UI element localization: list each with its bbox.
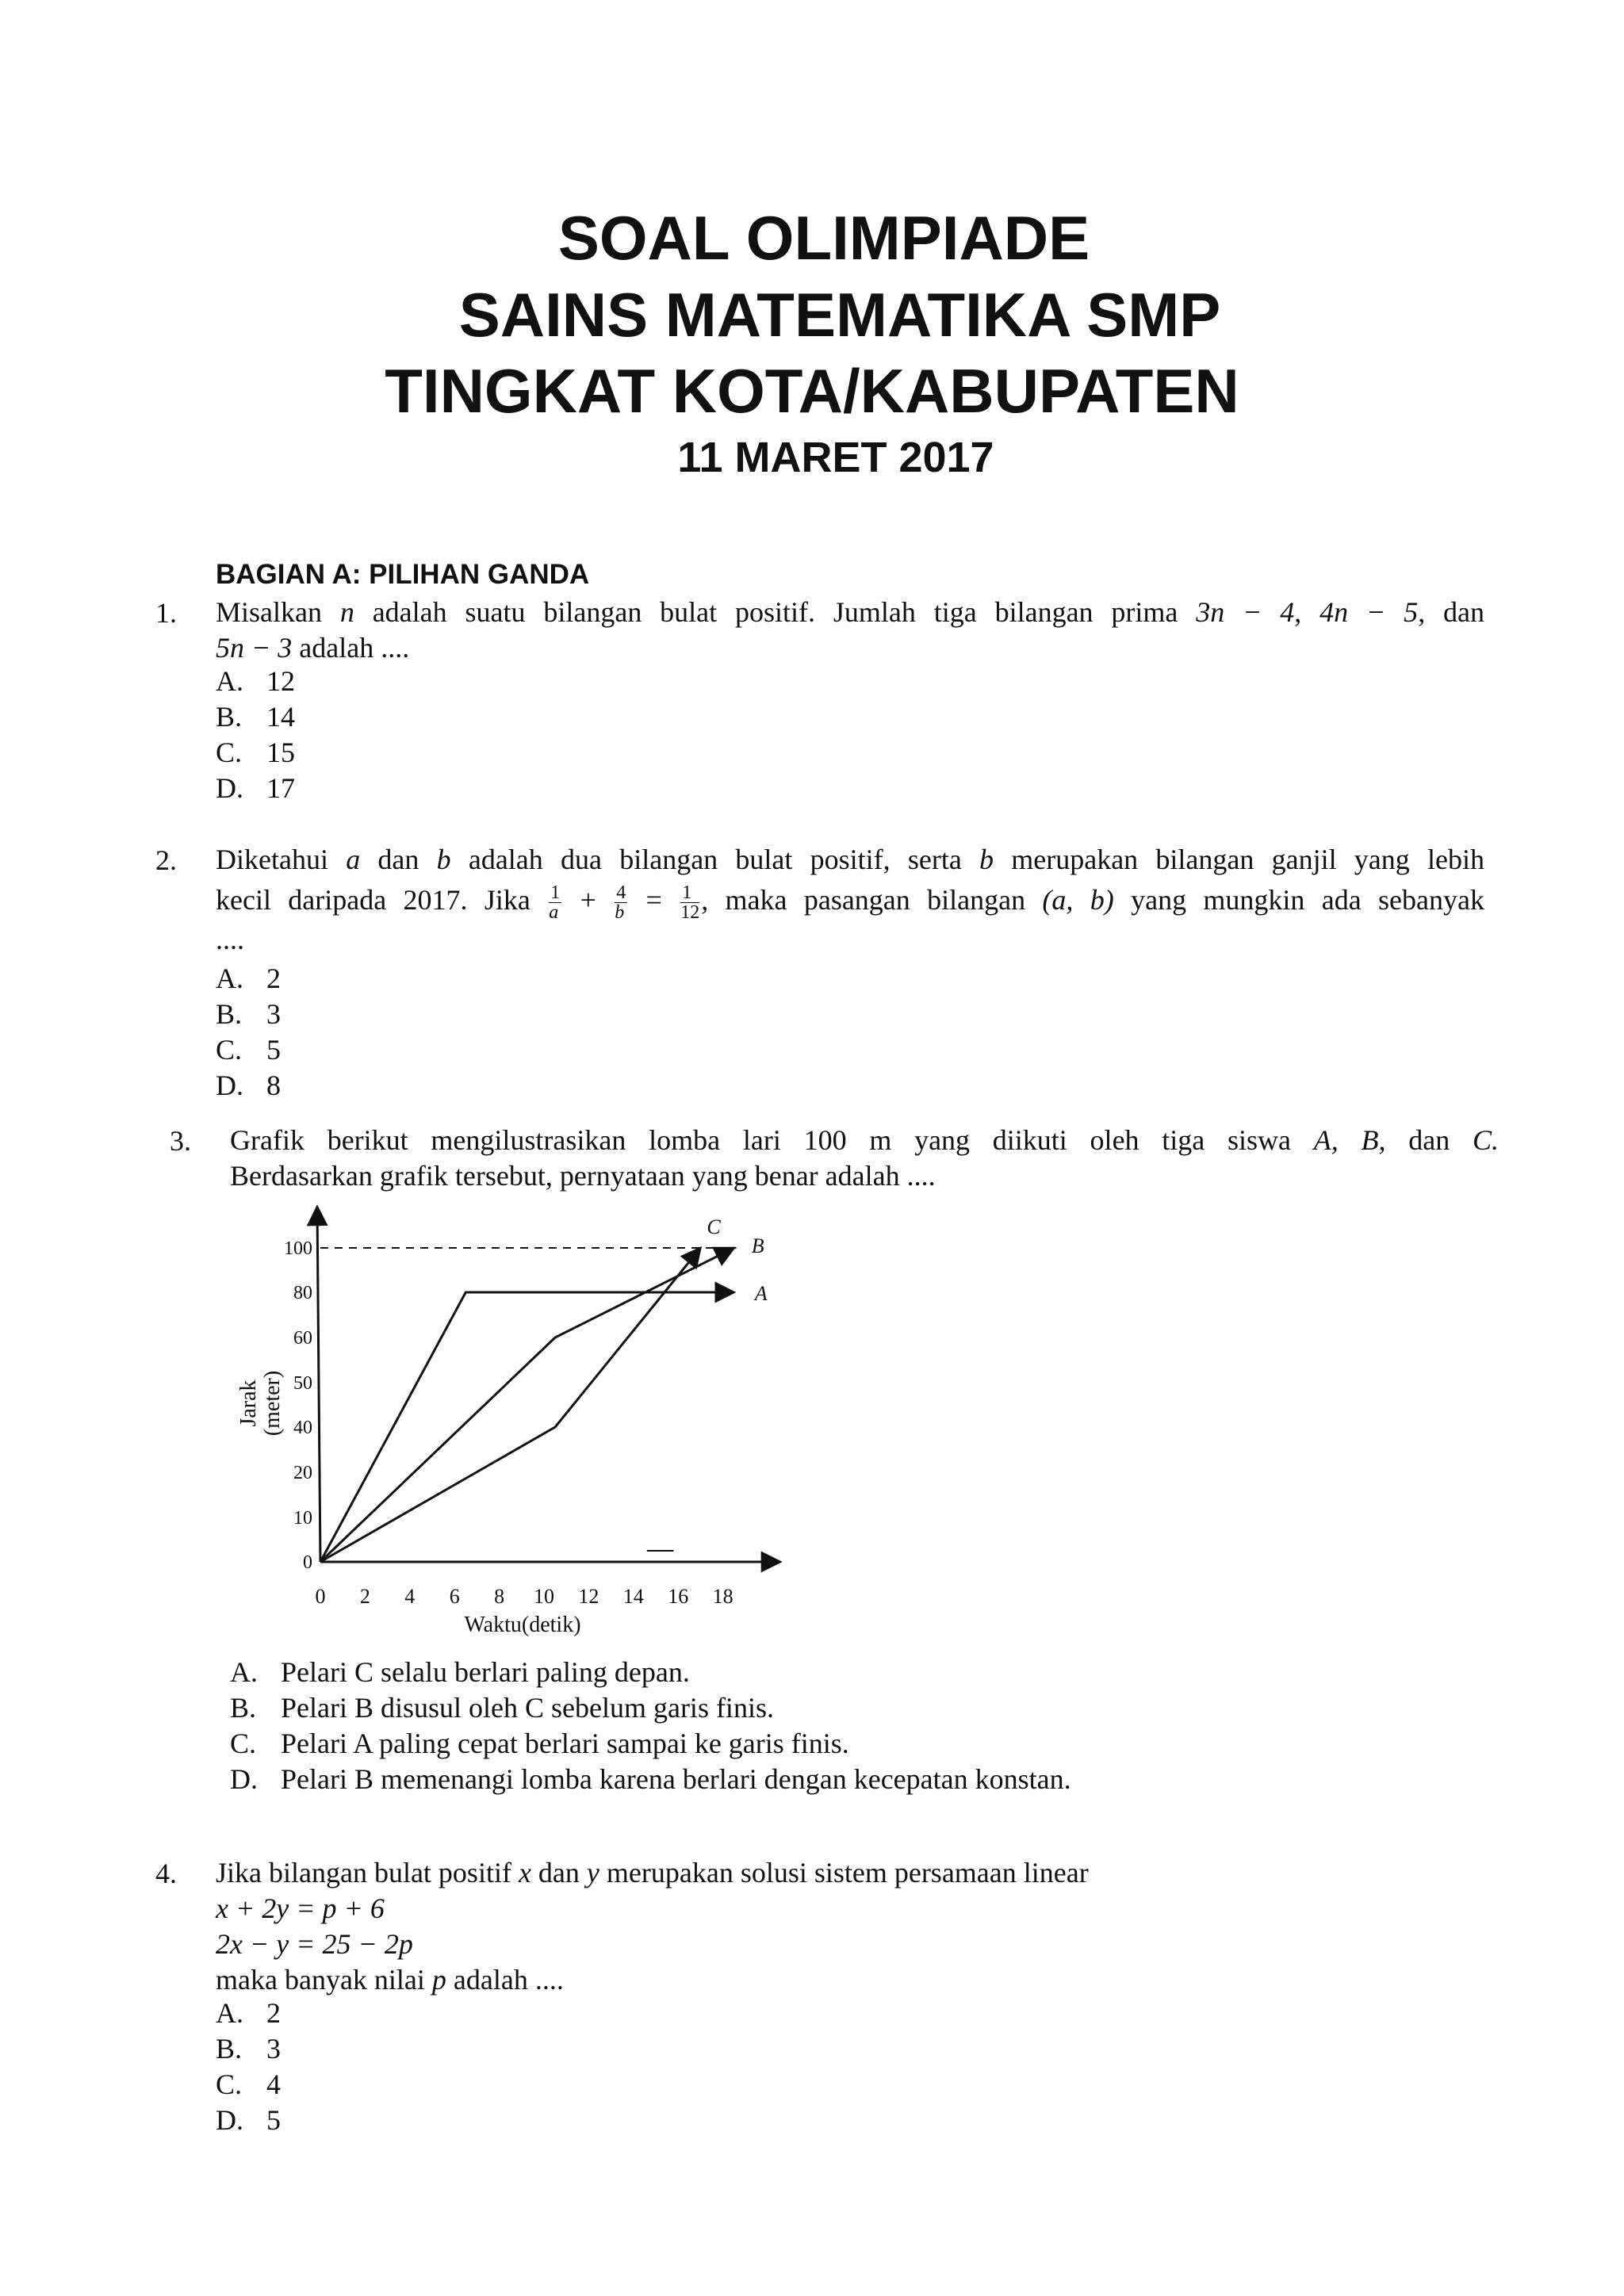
x-tick-label: 6 — [449, 1585, 460, 1608]
x-tick-label: 4 — [404, 1585, 416, 1608]
option-value: 8 — [266, 1070, 281, 1101]
option-letter: D. — [216, 1070, 243, 1101]
y-tick-label: 0 — [303, 1552, 312, 1573]
y-axis — [317, 1207, 320, 1562]
q4-option-a[interactable] — [216, 1996, 281, 2030]
series-c-line — [320, 1248, 700, 1562]
question-3-text: Grafik berikut mengilustrasikan lomba lari 100 m yang diikuti oleh tiga siswa A, B, dan C. Berdasarkan grafik tersebut, pernyataan yang benar adalah .... — [230, 1124, 1500, 1192]
q1-option-b[interactable] — [216, 700, 295, 733]
option-letter: B. — [216, 701, 243, 733]
title-line-1: SOAL OLIMPIADE — [557, 203, 1090, 273]
option-value: 2 — [266, 1997, 281, 2029]
x-tick-label: 18 — [712, 1585, 733, 1608]
equation-2: 2x − y = 25 − 2p — [216, 1928, 413, 1960]
series-b-label: B — [751, 1234, 764, 1257]
q2-option-d[interactable] — [216, 1069, 281, 1102]
x-axis-label: Waktu(detik) — [464, 1613, 581, 1637]
x-tick-label: 12 — [578, 1585, 599, 1608]
x-tick-label: 14 — [622, 1585, 644, 1608]
q1-option-c[interactable] — [216, 736, 295, 769]
option-value: 5 — [266, 2104, 281, 2136]
question-3-number: 3. — [170, 1125, 191, 1157]
question-2-number: 2. — [155, 844, 177, 876]
option-value: Pelari A paling cepat berlari sampai ke garis finis. — [281, 1728, 849, 1759]
title-line-2: SAINS MATEMATIKA SMP — [458, 280, 1221, 350]
option-value: 17 — [266, 772, 295, 804]
series-a-line — [320, 1292, 734, 1562]
series-a-label: A — [754, 1282, 768, 1305]
y-tick-label: 80 — [293, 1283, 312, 1303]
y-tick-label: 60 — [293, 1328, 312, 1349]
option-letter: C. — [216, 2068, 243, 2100]
race-distance-chart — [222, 1189, 809, 1649]
series-c-label: C — [707, 1215, 721, 1238]
q1-option-d[interactable] — [216, 771, 295, 805]
option-value: 3 — [266, 2033, 281, 2064]
exam-date: 11 MARET 2017 — [677, 434, 994, 481]
option-value: 14 — [266, 701, 295, 733]
option-value: 15 — [266, 737, 295, 768]
q4-option-d[interactable] — [216, 2103, 281, 2137]
option-value: 4 — [266, 2068, 281, 2100]
x-tick-label: 16 — [668, 1585, 689, 1608]
option-value: Pelari B memenangi lomba karena berlari dengan kecepatan konstan. — [281, 1763, 1071, 1795]
question-2-text: Diketahui a dan b adalah dua bilangan bulat positif, serta b merupakan bilangan ganjil yang lebih kecil daripada 2017. Jika $\frac{1}{a}$ + $\frac{4}{b}$ = $\frac{1}{12}$ , maka pasangan bilangan (a, b) yang mungkin ada sebanyak .... — [216, 844, 1484, 956]
q4-option-c[interactable] — [216, 2068, 281, 2101]
fraction-4-over-b: $\frac{4}{b}$ — [615, 882, 626, 924]
x-tick-label: 10 — [534, 1585, 554, 1608]
y-tick-label: 20 — [293, 1463, 312, 1483]
q3-option-d[interactable] — [230, 1762, 1071, 1796]
x-tick-label: 0 — [315, 1585, 326, 1608]
option-value: 2 — [266, 962, 281, 994]
option-value: 5 — [266, 1034, 281, 1066]
option-value: Pelari B disusul oleh C sebelum garis finis. — [281, 1692, 774, 1724]
option-value: Pelari C selalu berlari paling depan. — [281, 1656, 690, 1688]
option-letter: A. — [230, 1656, 258, 1688]
equation-1: x + 2y = p + 6 — [216, 1892, 385, 1924]
y-axis-label: Jarak — [236, 1380, 261, 1427]
option-letter: A. — [216, 665, 243, 697]
question-1-text: Misalkan n adalah suatu bilangan bulat positif. Jumlah tiga bilangan prima 3n − 4, 4n − 5, dan 5n − 3 adalah .... — [216, 596, 1485, 664]
option-letter: A. — [216, 962, 243, 994]
option-letter: B. — [230, 1692, 257, 1724]
option-letter: C. — [216, 737, 243, 768]
title-line-3: TINGKAT KOTA/KABUPATEN — [385, 356, 1239, 426]
y-tick-label: 100 — [284, 1238, 312, 1259]
y-tick-label: 10 — [293, 1508, 312, 1529]
q3-option-c[interactable] — [230, 1727, 849, 1760]
y-tick-label: 50 — [293, 1373, 312, 1394]
q3-option-a[interactable] — [230, 1655, 690, 1689]
option-letter: D. — [216, 2104, 243, 2136]
y-axis-label-unit: (meter) — [260, 1370, 285, 1437]
option-letter: C. — [216, 1034, 243, 1066]
option-letter: B. — [216, 2033, 243, 2064]
fraction-1-over-12: $\frac{1}{12}$ — [680, 882, 700, 924]
option-letter: B. — [216, 998, 243, 1030]
y-tick-label: 40 — [293, 1418, 312, 1438]
q2-option-b[interactable] — [216, 997, 281, 1031]
option-letter: D. — [230, 1763, 258, 1795]
q1-option-a[interactable] — [216, 664, 295, 698]
question-1-number: 1. — [155, 597, 177, 629]
section-title: BAGIAN A: PILIHAN GANDA — [216, 559, 590, 590]
q2-option-a[interactable] — [216, 962, 281, 995]
x-tick-label: 2 — [359, 1585, 370, 1608]
q3-option-b[interactable] — [230, 1691, 774, 1724]
option-letter: A. — [216, 1997, 243, 2029]
series-b-line — [320, 1248, 734, 1562]
option-letter: D. — [216, 772, 243, 804]
fraction-1-over-a: $\frac{1}{a}$ — [549, 882, 561, 924]
q2-option-c[interactable] — [216, 1033, 281, 1066]
option-letter: C. — [230, 1728, 257, 1759]
q4-option-b[interactable] — [216, 2032, 281, 2065]
x-tick-label: 8 — [494, 1585, 505, 1608]
option-value: 3 — [266, 998, 281, 1030]
question-4-number: 4. — [155, 1858, 177, 1889]
option-value: 12 — [266, 665, 295, 697]
question-4-text: Jika bilangan bulat positif x dan y merupakan solusi sistem persamaan linear x + 2y = p + 6 2x − y = 25 − 2p maka banyak nilai p adalah .... — [216, 1857, 1089, 1996]
